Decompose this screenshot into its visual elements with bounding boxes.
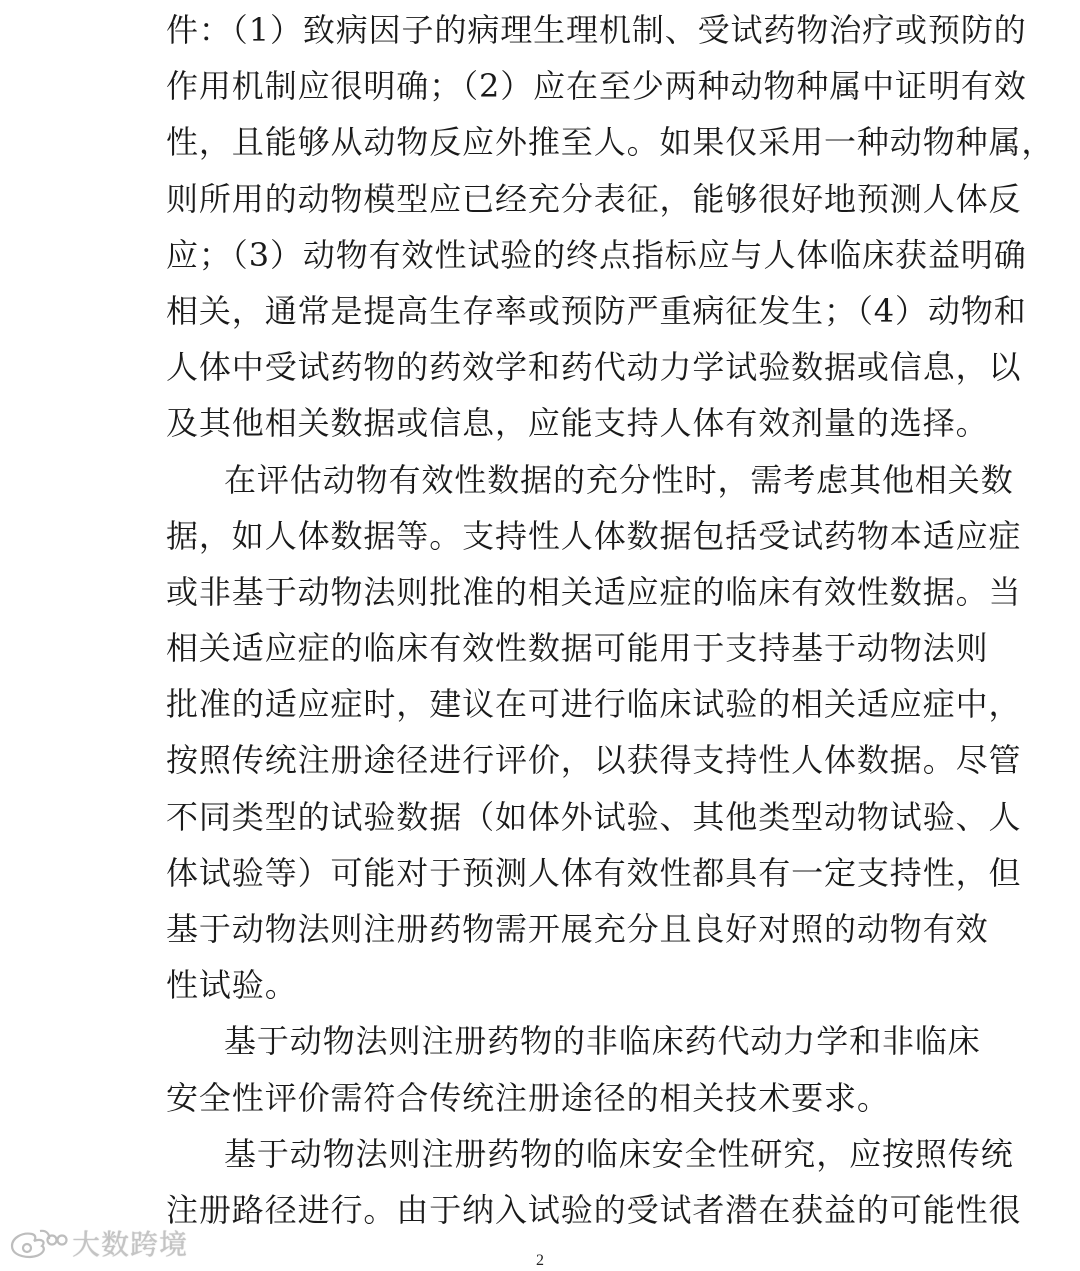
text-line: 基于动物法则注册药物的临床安全性研究，应按照传统 (224, 1134, 1014, 1173)
watermark (8, 1224, 188, 1262)
text-line: 据，如人体数据等。支持性人体数据包括受试药物本适应症 (166, 516, 1022, 555)
text-line: 则所用的动物模型应已经充分表征，能够很好地预测人体反 (166, 179, 1022, 218)
text-line: 性，且能够从动物反应外推至人。如果仅采用一种动物种属， (166, 123, 1055, 162)
page-number: 2 (536, 1252, 544, 1269)
text-line: 相关，通常是提高生存率或预防严重病征发生；（4）动物和 (166, 291, 1027, 330)
weibo-logo-icon (8, 1226, 68, 1260)
text-line: 在评估动物有效性数据的充分性时，需考虑其他相关数 (224, 460, 1014, 499)
text-line: 或非基于动物法则批准的相关适应症的临床有效性数据。当 (166, 572, 1022, 611)
text-line: 批准的适应症时，建议在可进行临床试验的相关适应症中， (166, 685, 1022, 724)
watermark-text: 大数跨境 (72, 1228, 189, 1261)
body-text (166, 2, 1055, 1238)
text-line: 不同类型的试验数据（如体外试验、其他类型动物试验、人 (166, 797, 1022, 836)
text-line: 人体中受试药物的药效学和药代动力学试验数据或信息，以 (166, 348, 1022, 387)
text-line: 应；（3）动物有效性试验的终点指标应与人体临床获益明确 (166, 235, 1027, 274)
text-line: 相关适应症的临床有效性数据可能用于支持基于动物法则 (166, 629, 989, 668)
text-line: 件：（1）致病因子的病理生理机制、受试药物治疗或预防的 (166, 11, 1027, 49)
text-line: 作用机制应很明确；（2）应在至少两种动物种属中证明有效 (166, 67, 1027, 106)
text-line: 基于动物法则注册药物的非临床药代动力学和非临床 (224, 1022, 981, 1061)
text-line: 按照传统注册途径进行评价，以获得支持性人体数据。尽管 (166, 741, 1022, 780)
text-line: 基于动物法则注册药物需开展充分且良好对照的动物有效 (166, 910, 989, 948)
text-line: 体试验等）可能对于预测人体有效性都具有一定支持性，但 (166, 853, 1022, 892)
text-line: 注册路径进行。由于纳入试验的受试者潜在获益的可能性很 (166, 1190, 1022, 1229)
text-line: 性试验。 (166, 966, 298, 1005)
text-line: 安全性评价需符合传统注册途径的相关技术要求。 (166, 1078, 890, 1117)
text-line: 及其他相关数据或信息，应能支持人体有效剂量的选择。 (166, 404, 989, 443)
